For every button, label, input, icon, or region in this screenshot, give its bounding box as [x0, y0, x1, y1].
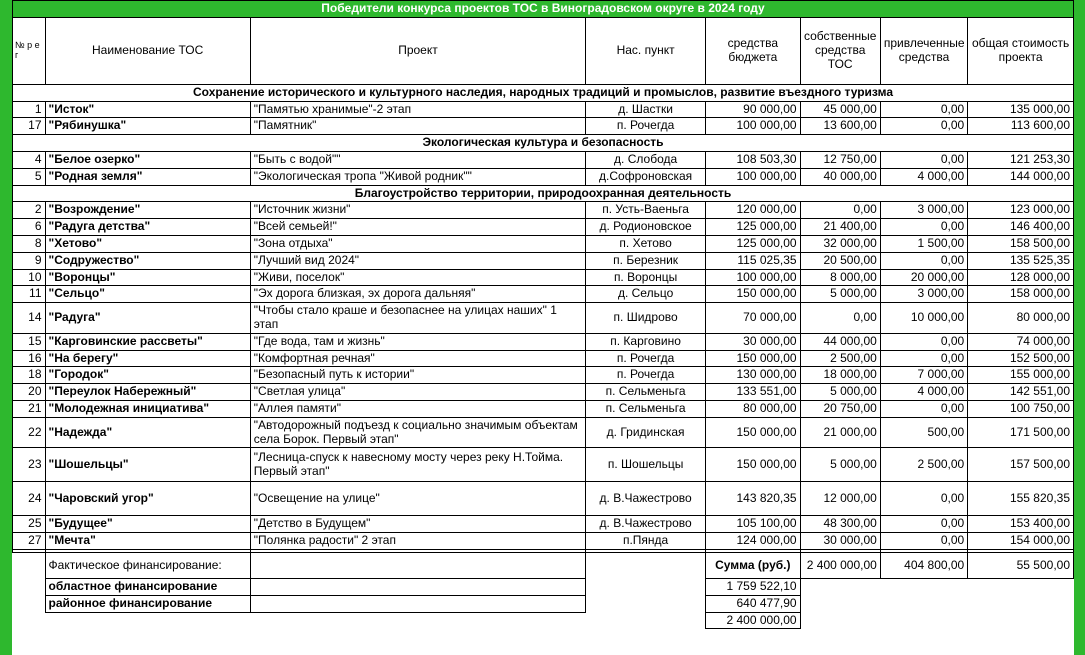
cell-place: п. Рочегда — [586, 367, 706, 384]
cell-budget: 150 000,00 — [706, 448, 801, 482]
cell-project: "Памятник" — [250, 118, 585, 135]
cell-budget: 133 551,00 — [706, 384, 801, 401]
cell-name: "Рябинушка" — [45, 118, 250, 135]
footer-empty-place — [586, 595, 706, 612]
cell-attracted: 0,00 — [880, 252, 967, 269]
footer-fact-label: Фактическое финансирование: — [45, 552, 250, 578]
cell-place: п. Шошельцы — [586, 448, 706, 482]
cell-num: 1 — [13, 101, 46, 118]
table-row — [13, 202, 1074, 219]
cell-num: 6 — [13, 219, 46, 236]
cell-total: 171 500,00 — [968, 417, 1074, 448]
table-row — [13, 367, 1074, 384]
cell-attracted: 0,00 — [880, 482, 967, 516]
cell-name: "Содружество" — [45, 252, 250, 269]
cell-total: 142 551,00 — [968, 384, 1074, 401]
cell-num: 25 — [13, 516, 46, 533]
table-row — [13, 448, 1074, 482]
cell-place: п. Шидрово — [586, 303, 706, 334]
table-row — [13, 350, 1074, 367]
cell-budget: 115 025,35 — [706, 252, 801, 269]
cell-own: 20 750,00 — [800, 400, 880, 417]
cell-name: "Хетово" — [45, 235, 250, 252]
cell-project: "Всей семьей!" — [250, 219, 585, 236]
cell-name: "Радуга детства" — [45, 219, 250, 236]
footer-spacer-cell — [880, 612, 967, 629]
cell-budget: 105 100,00 — [706, 516, 801, 533]
cell-place: д. В.Чажестрово — [586, 516, 706, 533]
table-row — [13, 269, 1074, 286]
cell-budget: 70 000,00 — [706, 303, 801, 334]
cell-place: п. Воронцы — [586, 269, 706, 286]
cell-name: "Молодежная инициатива" — [45, 400, 250, 417]
cell-num: 4 — [13, 151, 46, 168]
section-heading-3: Благоустройство территории, природоохранная деятельность — [13, 185, 1074, 202]
cell-budget: 125 000,00 — [706, 235, 801, 252]
cell-attracted: 3 000,00 — [880, 286, 967, 303]
cell-name: "Чаровский угор" — [45, 482, 250, 516]
cell-attracted: 20 000,00 — [880, 269, 967, 286]
cell-project: "Светлая улица" — [250, 384, 585, 401]
table-row — [13, 252, 1074, 269]
cell-project: "Освещение на улице" — [250, 482, 585, 516]
cell-own: 5 000,00 — [800, 286, 880, 303]
cell-budget: 150 000,00 — [706, 286, 801, 303]
footer-regional-label: областное финансирование — [45, 578, 250, 595]
cell-own: 45 000,00 — [800, 101, 880, 118]
cell-project: "Экологическая тропа "Живой родник"" — [250, 168, 585, 185]
footer-spacer-cell — [13, 595, 46, 612]
footer-spacer-cell — [968, 612, 1074, 629]
header-total-cost: общая стоимость проекта — [968, 17, 1074, 84]
cell-num: 18 — [13, 367, 46, 384]
left-green-band — [0, 0, 12, 655]
header-budget-funds: средства бюджета — [706, 17, 801, 84]
cell-total: 74 000,00 — [968, 333, 1074, 350]
cell-place: п. Карговино — [586, 333, 706, 350]
cell-attracted: 1 500,00 — [880, 235, 967, 252]
cell-num: 11 — [13, 286, 46, 303]
cell-project: "Аллея памяти" — [250, 400, 585, 417]
footer-empty-own — [880, 595, 967, 612]
cell-total: 121 253,30 — [968, 151, 1074, 168]
cell-own: 48 300,00 — [800, 516, 880, 533]
section-heading-row — [13, 84, 1074, 101]
table-row — [13, 219, 1074, 236]
cell-own: 0,00 — [800, 303, 880, 334]
cell-project: "Где вода, там и жизнь" — [250, 333, 585, 350]
cell-total: 123 000,00 — [968, 202, 1074, 219]
cell-attracted: 7 000,00 — [880, 367, 967, 384]
cell-name: "На берегу" — [45, 350, 250, 367]
table-row — [13, 384, 1074, 401]
header-tos-name: Наименование ТОС — [45, 17, 250, 84]
table-row — [13, 118, 1074, 135]
footer-spacer-cell — [250, 612, 585, 629]
cell-own: 32 000,00 — [800, 235, 880, 252]
cell-num: 27 — [13, 533, 46, 550]
cell-total: 153 400,00 — [968, 516, 1074, 533]
cell-project: "Лучший вид 2024" — [250, 252, 585, 269]
page-title: Победители конкурса проектов ТОС в Виноградовском округе в 2024 году — [13, 1, 1074, 18]
footer-spacer-cell — [13, 552, 46, 578]
cell-budget: 150 000,00 — [706, 350, 801, 367]
cell-total: 154 000,00 — [968, 533, 1074, 550]
cell-own: 44 000,00 — [800, 333, 880, 350]
table-row — [13, 286, 1074, 303]
footer-district-label: районное финансирование — [45, 595, 250, 612]
cell-own: 13 600,00 — [800, 118, 880, 135]
cell-own: 40 000,00 — [800, 168, 880, 185]
footer-sum-label: Сумма (руб.) — [706, 552, 801, 578]
cell-num: 20 — [13, 384, 46, 401]
cell-name: "Мечта" — [45, 533, 250, 550]
cell-attracted: 4 000,00 — [880, 168, 967, 185]
cell-place: п. Сельменьга — [586, 384, 706, 401]
cell-project: "Памятью хранимые"-2 этап — [250, 101, 585, 118]
table-row — [13, 400, 1074, 417]
footer-regional-value: 1 759 522,10 — [706, 578, 801, 595]
table-row — [13, 151, 1074, 168]
table-row — [13, 533, 1074, 550]
spreadsheet-area — [12, 0, 1074, 629]
footer-empty-attracted — [968, 578, 1074, 595]
cell-attracted: 0,00 — [880, 219, 967, 236]
footer-regional-row — [13, 578, 1074, 595]
cell-num: 21 — [13, 400, 46, 417]
cell-budget: 100 000,00 — [706, 168, 801, 185]
footer-fact-budget: 2 400 000,00 — [800, 552, 880, 578]
cell-name: "Надежда" — [45, 417, 250, 448]
cell-place: п. Рочегда — [586, 118, 706, 135]
footer-spacer-cell — [13, 612, 46, 629]
table-row — [13, 482, 1074, 516]
footer-empty-own — [880, 578, 967, 595]
cell-own: 21 000,00 — [800, 417, 880, 448]
cell-total: 113 600,00 — [968, 118, 1074, 135]
cell-num: 17 — [13, 118, 46, 135]
header-settlement: Нас. пункт — [586, 17, 706, 84]
cell-total: 128 000,00 — [968, 269, 1074, 286]
cell-num: 2 — [13, 202, 46, 219]
cell-total: 135 000,00 — [968, 101, 1074, 118]
cell-name: "Переулок Набережный" — [45, 384, 250, 401]
cell-total: 135 525,35 — [968, 252, 1074, 269]
cell-project: "Безопасный путь к истории" — [250, 367, 585, 384]
cell-attracted: 500,00 — [880, 417, 967, 448]
cell-num: 22 — [13, 417, 46, 448]
table-row — [13, 516, 1074, 533]
footer-empty-place — [586, 578, 706, 595]
cell-budget: 100 000,00 — [706, 269, 801, 286]
cell-project: "Живи, поселок" — [250, 269, 585, 286]
cell-own: 5 000,00 — [800, 384, 880, 401]
cell-num: 16 — [13, 350, 46, 367]
table-title-row — [13, 1, 1074, 18]
footer-empty-project — [250, 552, 585, 578]
cell-place: п. Березник — [586, 252, 706, 269]
cell-name: "Воронцы" — [45, 269, 250, 286]
cell-attracted: 0,00 — [880, 400, 967, 417]
cell-total: 155 820,35 — [968, 482, 1074, 516]
cell-place: п. Хетово — [586, 235, 706, 252]
cell-budget: 150 000,00 — [706, 417, 801, 448]
cell-budget: 30 000,00 — [706, 333, 801, 350]
footer-district-row — [13, 595, 1074, 612]
table-row — [13, 303, 1074, 334]
cell-attracted: 0,00 — [880, 118, 967, 135]
cell-name: "Родная земля" — [45, 168, 250, 185]
section-heading-row — [13, 135, 1074, 152]
footer-spacer-cell — [586, 612, 706, 629]
cell-total: 144 000,00 — [968, 168, 1074, 185]
cell-attracted: 2 500,00 — [880, 448, 967, 482]
section-heading-2: Экологическая культура и безопасность — [13, 135, 1074, 152]
cell-num: 23 — [13, 448, 46, 482]
cell-total: 80 000,00 — [968, 303, 1074, 334]
cell-place: д. Родионовское — [586, 219, 706, 236]
cell-own: 5 000,00 — [800, 448, 880, 482]
cell-own: 12 750,00 — [800, 151, 880, 168]
cell-place: п. Усть-Ваеньга — [586, 202, 706, 219]
cell-name: "Возрождение" — [45, 202, 250, 219]
cell-attracted: 0,00 — [880, 101, 967, 118]
cell-project: "Детство в Будущем" — [250, 516, 585, 533]
cell-place: д. Шастки — [586, 101, 706, 118]
cell-project: "Полянка радости" 2 этап — [250, 533, 585, 550]
cell-num: 15 — [13, 333, 46, 350]
table-row — [13, 168, 1074, 185]
footer-spacer-cell — [45, 612, 250, 629]
cell-budget: 130 000,00 — [706, 367, 801, 384]
cell-attracted: 0,00 — [880, 533, 967, 550]
cell-attracted: 0,00 — [880, 350, 967, 367]
cell-budget: 143 820,35 — [706, 482, 801, 516]
cell-name: "Шошельцы" — [45, 448, 250, 482]
cell-total: 146 400,00 — [968, 219, 1074, 236]
cell-num: 8 — [13, 235, 46, 252]
cell-own: 21 400,00 — [800, 219, 880, 236]
section-heading-row — [13, 185, 1074, 202]
table-row — [13, 417, 1074, 448]
cell-name: "Карговинские рассветы" — [45, 333, 250, 350]
cell-total: 100 750,00 — [968, 400, 1074, 417]
footer-empty-project — [250, 578, 585, 595]
cell-total: 157 500,00 — [968, 448, 1074, 482]
table-row — [13, 235, 1074, 252]
cell-project: "Чтобы стало краше и безопаснее на улицах наших" 1 этап — [250, 303, 585, 334]
footer-spacer-cell — [800, 612, 880, 629]
cell-total: 155 000,00 — [968, 367, 1074, 384]
cell-attracted: 0,00 — [880, 333, 967, 350]
cell-project: "Быть с водой"" — [250, 151, 585, 168]
cell-place: п. Сельменьга — [586, 400, 706, 417]
cell-attracted: 4 000,00 — [880, 384, 967, 401]
cell-total: 158 000,00 — [968, 286, 1074, 303]
cell-own: 0,00 — [800, 202, 880, 219]
footer-fact-attracted: 55 500,00 — [968, 552, 1074, 578]
cell-own: 12 000,00 — [800, 482, 880, 516]
cell-place: п.Пянда — [586, 533, 706, 550]
cell-attracted: 0,00 — [880, 516, 967, 533]
cell-total: 152 500,00 — [968, 350, 1074, 367]
cell-budget: 124 000,00 — [706, 533, 801, 550]
cell-name: "Будущее" — [45, 516, 250, 533]
header-attracted-funds: привлеченные средства — [880, 17, 967, 84]
cell-budget: 80 000,00 — [706, 400, 801, 417]
right-green-band — [1074, 0, 1085, 655]
cell-attracted: 0,00 — [880, 151, 967, 168]
cell-num: 10 — [13, 269, 46, 286]
footer-empty-place — [586, 552, 706, 578]
cell-num: 5 — [13, 168, 46, 185]
cell-project: "Источник жизни" — [250, 202, 585, 219]
table-row — [13, 101, 1074, 118]
cell-own: 18 000,00 — [800, 367, 880, 384]
cell-place: д. В.Чажестрово — [586, 482, 706, 516]
cell-place: д. Слобода — [586, 151, 706, 168]
cell-budget: 100 000,00 — [706, 118, 801, 135]
cell-attracted: 10 000,00 — [880, 303, 967, 334]
cell-own: 8 000,00 — [800, 269, 880, 286]
footer-empty-attracted — [968, 595, 1074, 612]
cell-name: "Белое озерко" — [45, 151, 250, 168]
footer-grand-total: 2 400 000,00 — [706, 612, 801, 629]
cell-num: 9 — [13, 252, 46, 269]
cell-own: 2 500,00 — [800, 350, 880, 367]
footer-empty-budget — [800, 578, 880, 595]
cell-own: 30 000,00 — [800, 533, 880, 550]
results-table — [12, 0, 1074, 629]
cell-budget: 120 000,00 — [706, 202, 801, 219]
cell-budget: 125 000,00 — [706, 219, 801, 236]
cell-place: д. Сельцо — [586, 286, 706, 303]
cell-budget: 108 503,30 — [706, 151, 801, 168]
footer-grandtotal-row — [13, 612, 1074, 629]
cell-project: "Эх дорога близкая, эх дорога дальняя" — [250, 286, 585, 303]
cell-budget: 90 000,00 — [706, 101, 801, 118]
footer-empty-project — [250, 595, 585, 612]
table-header-row — [13, 17, 1074, 84]
cell-project: "Комфортная речная" — [250, 350, 585, 367]
cell-attracted: 3 000,00 — [880, 202, 967, 219]
header-own-funds: собственные средства ТОС — [800, 17, 880, 84]
cell-num: 14 — [13, 303, 46, 334]
cell-place: д. Гридинская — [586, 417, 706, 448]
cell-name: "Городок" — [45, 367, 250, 384]
cell-project: "Зона отдыха" — [250, 235, 585, 252]
table-row — [13, 333, 1074, 350]
cell-name: "Радуга" — [45, 303, 250, 334]
cell-project: "Автодорожный подъезд к социально значимым объектам села Борок. Первый этап" — [250, 417, 585, 448]
cell-num: 24 — [13, 482, 46, 516]
cell-place: д.Софроновская — [586, 168, 706, 185]
cell-total: 158 500,00 — [968, 235, 1074, 252]
header-project: Проект — [250, 17, 585, 84]
footer-spacer-cell — [13, 578, 46, 595]
cell-project: "Лесница-спуск к навесному мосту через реку Н.Тойма. Первый этап" — [250, 448, 585, 482]
header-reg-number: № р е г — [13, 17, 46, 84]
cell-name: "Сельцо" — [45, 286, 250, 303]
footer-empty-budget — [800, 595, 880, 612]
footer-district-value: 640 477,90 — [706, 595, 801, 612]
cell-name: "Исток" — [45, 101, 250, 118]
footer-fact-row — [13, 552, 1074, 578]
cell-own: 20 500,00 — [800, 252, 880, 269]
cell-place: п. Рочегда — [586, 350, 706, 367]
section-heading-1: Сохранение исторического и культурного наследия, народных традиций и промыслов, развитие въездного туризма — [13, 84, 1074, 101]
footer-fact-own: 404 800,00 — [880, 552, 967, 578]
